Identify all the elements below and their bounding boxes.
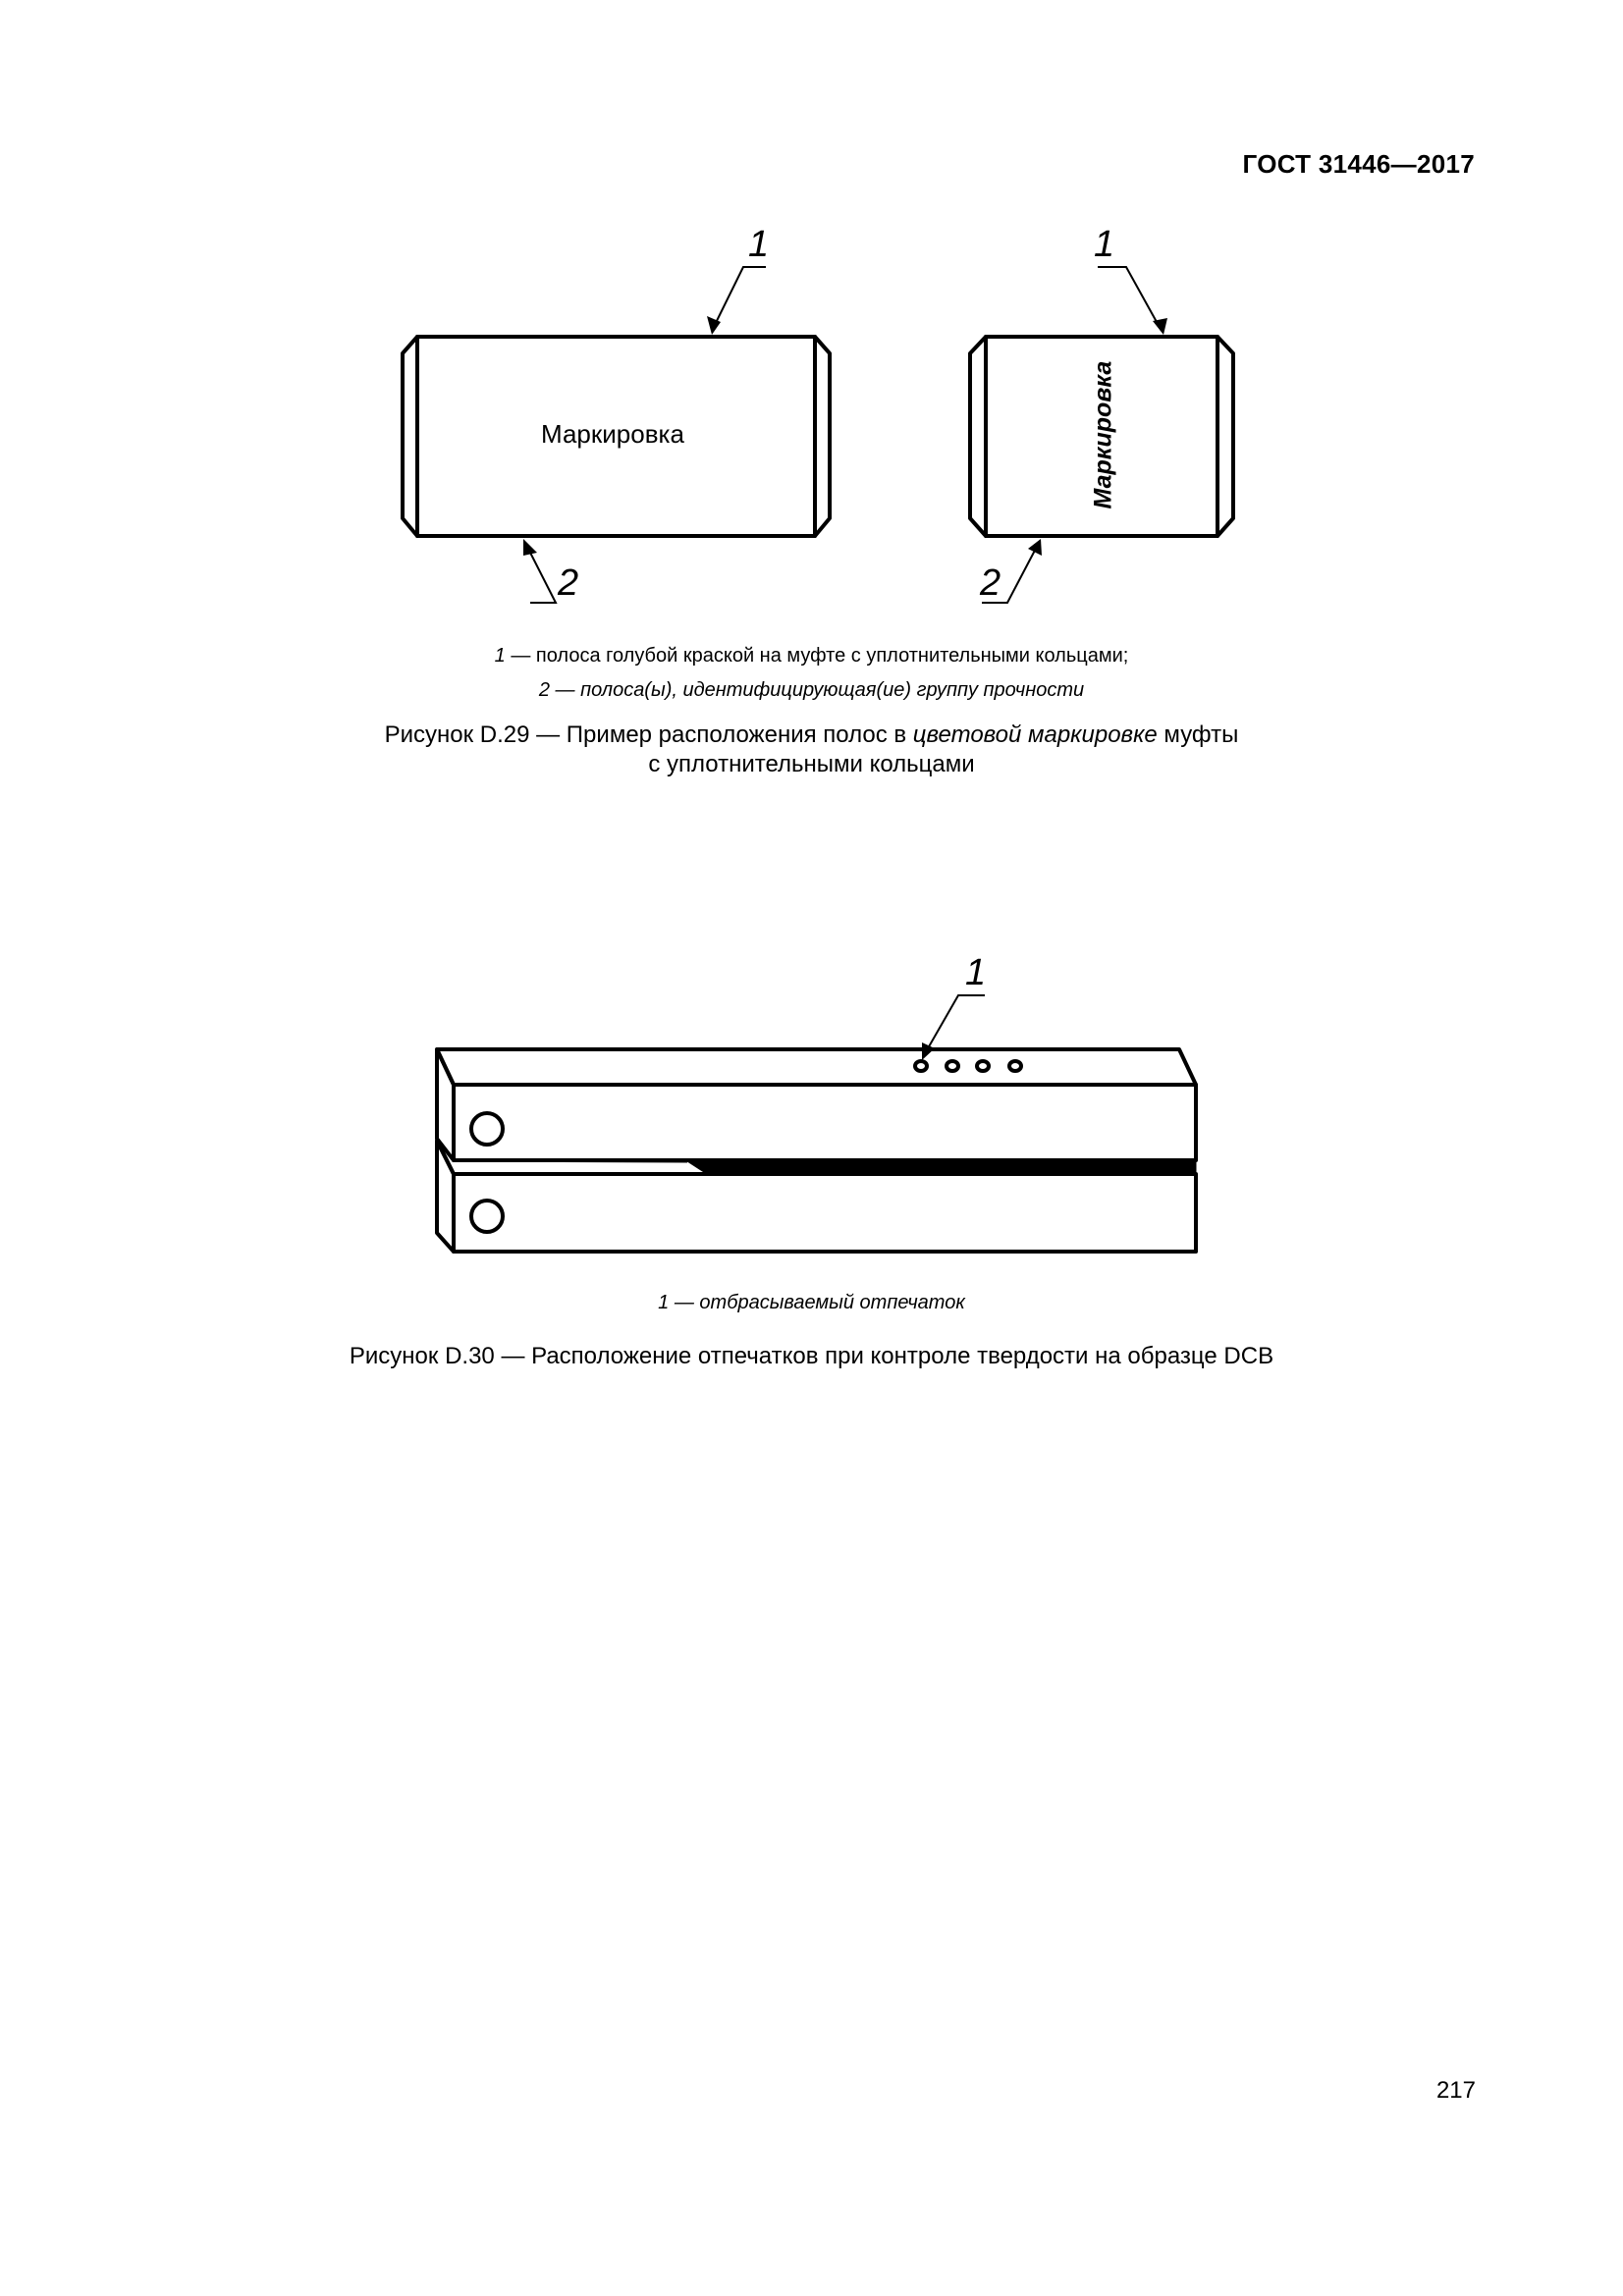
dcb-upper-top-face bbox=[437, 1049, 1196, 1085]
callout-2-left: 2 bbox=[558, 562, 579, 604]
figure-d29-caption-part-1: Рисунок D.29 — Пример расположения полос в bbox=[384, 721, 913, 748]
dcb-lower-hole bbox=[471, 1201, 503, 1232]
legend-d29-item-1-number: 1 bbox=[494, 645, 506, 667]
indentation-1 bbox=[915, 1061, 927, 1071]
marking-label-vertical: Маркировка bbox=[1089, 360, 1117, 509]
dcb-upper-front-face bbox=[454, 1085, 1196, 1160]
callout-1-left: 1 bbox=[748, 224, 770, 265]
leader-d30-1 bbox=[924, 995, 985, 1055]
legend-d29-item-2: 2 — полоса(ы), идентифицирующая(ие) группу прочности bbox=[538, 679, 1085, 701]
legend-d30-item-1: 1 — отбрасываемый отпечаток bbox=[658, 1292, 965, 1313]
indentation-2 bbox=[947, 1061, 958, 1071]
dcb-slot bbox=[687, 1161, 1196, 1174]
callout-d30-1: 1 bbox=[965, 952, 987, 993]
page-number: 217 bbox=[1435, 2077, 1476, 2104]
indentation-4 bbox=[1009, 1061, 1021, 1071]
dcb-lower-front-face bbox=[454, 1174, 1196, 1252]
callout-2-right: 2 bbox=[980, 562, 1001, 604]
figure-d29-caption-italic: цветовой маркировке bbox=[912, 721, 1158, 748]
indentation-3 bbox=[977, 1061, 989, 1071]
marking-label-horizontal: Маркировка bbox=[541, 419, 684, 449]
callout-1-right: 1 bbox=[1094, 224, 1115, 265]
figure-d29-caption-line-2: с уплотнительными кольцами bbox=[648, 751, 975, 777]
document-number-header: ГОСТ 31446—2017 bbox=[1242, 149, 1475, 179]
figure-d29-caption-part-2: муфты bbox=[1157, 721, 1239, 748]
figure-d30-caption: Рисунок D.30 — Расположение отпечатков при контроле твердости на образце DCB bbox=[349, 1343, 1274, 1369]
dcb-upper-hole bbox=[471, 1113, 503, 1145]
legend-d29-item-1-text: — полоса голубой краской на муфте с уплотнительными кольцами; bbox=[505, 645, 1129, 667]
